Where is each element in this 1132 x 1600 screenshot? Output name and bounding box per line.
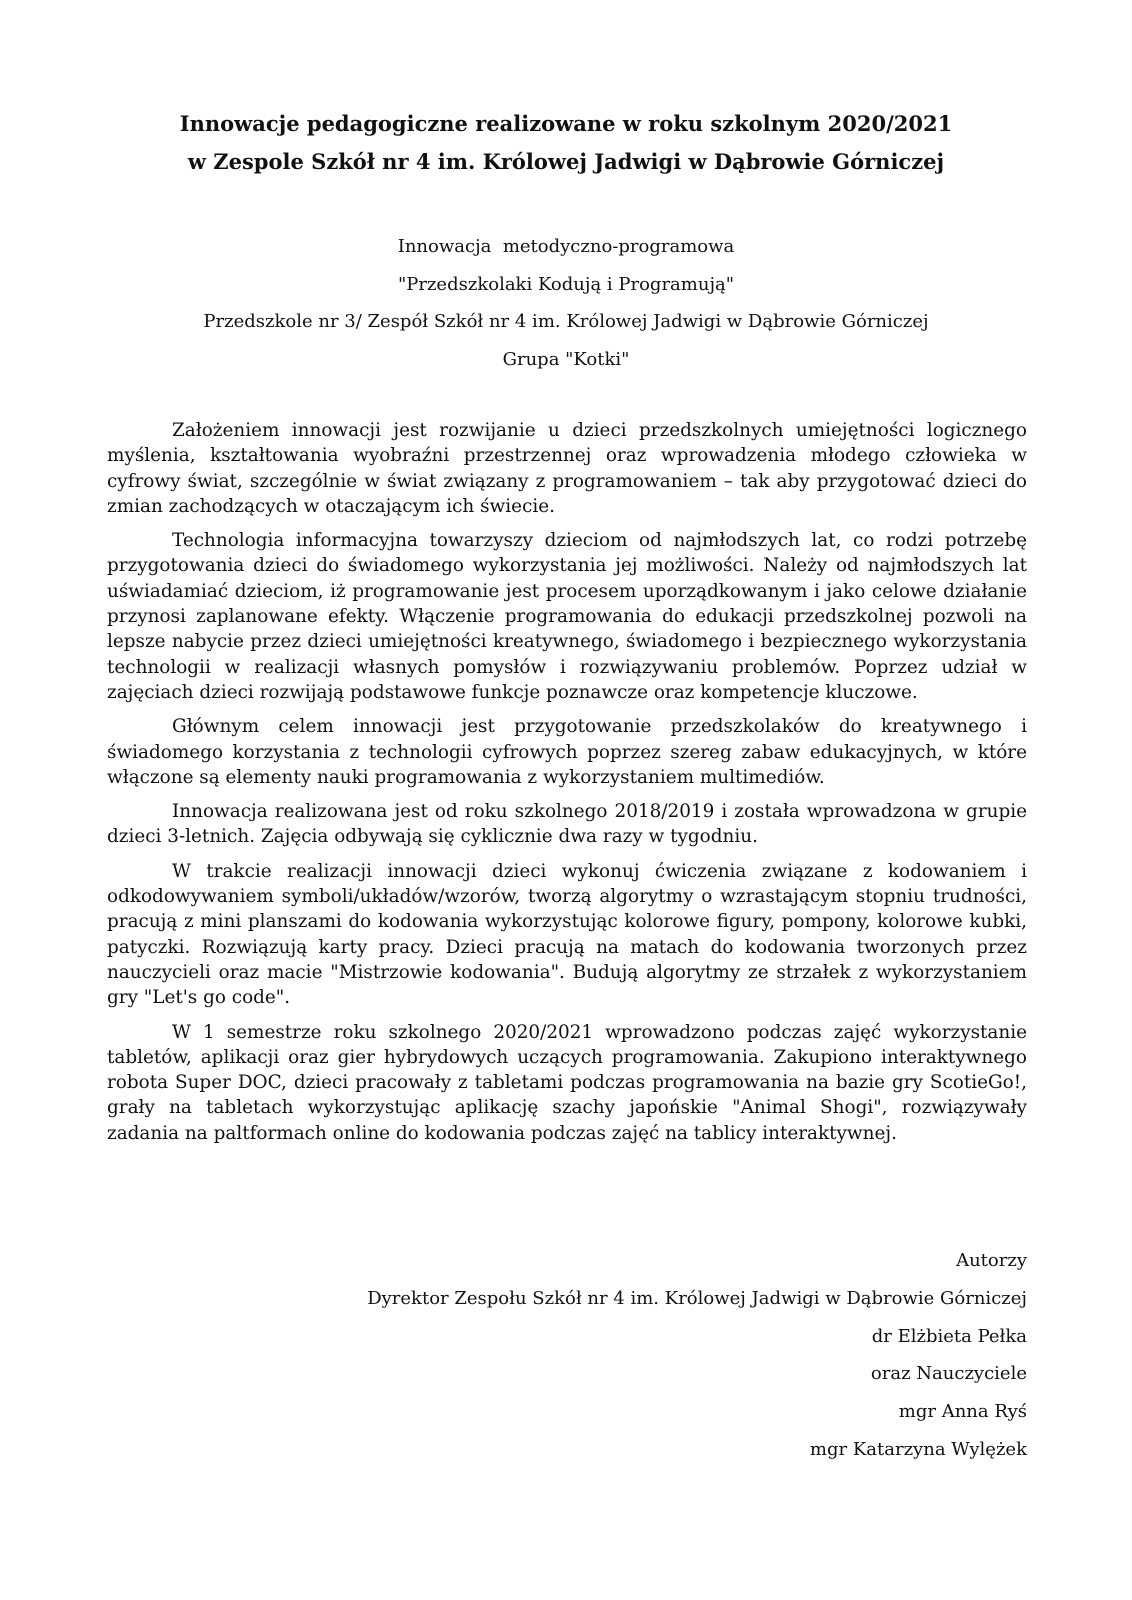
teachers-heading: oraz Nauczyciele <box>870 1363 1027 1385</box>
director-name: dr Elżbieta Pełka <box>871 1325 1027 1347</box>
title-line-1: Innowacje pedagogiczne realizowane w roku szkolnym 2020/2021 <box>179 111 953 136</box>
director-role: Dyrektor Zespołu Szkół nr 4 im. Królowej Jadwigi w Dąbrowie Górniczej <box>367 1287 1027 1309</box>
institution-name: Przedszkole nr 3/ Zespół Szkół nr 4 im. Królowej Jadwigi w Dąbrowie Górniczej <box>203 311 929 332</box>
document-body <box>107 418 1027 1155</box>
innovation-header <box>100 228 1032 378</box>
signature-heading: Autorzy <box>956 1250 1027 1271</box>
paragraph-2: Technologia informacyjna towarzyszy dzieciom od najmłodszych lat, co rodzi potrzebę przygotowania dzieci do świadomego wykorzystania jej możliwości. Należy od najmłodszych lat uświadamiać dzieciom, iż programowanie jest procesem uporządkowanym i jako celowe działanie przynosi zaplanowane efekty. Włączenie programowania do edukacji przedszkolnej pozwoli na lepsze nabycie przez dzieci umiejętności kreatywnego, świadomego i bezpiecznego wykorzystania technologii w realizacji własnych pomysłów i rozwiązywaniu problemów. Poprzez udział w zajęciach dzieci rozwijają podstawowe funkcje poznawcze oraz kompetencje kluczowe. <box>107 530 1027 703</box>
title-line-2: w Zespole Szkół nr 4 im. Królowej Jadwigi w Dąbrowie Górniczej <box>187 149 945 174</box>
group-name: Grupa "Kotki" <box>502 348 630 370</box>
document-title <box>100 105 1032 181</box>
teacher-name-2: mgr Katarzyna Wylężek <box>809 1438 1027 1460</box>
signature-block <box>367 1242 1027 1469</box>
paragraph-5: W trakcie realizacji innowacji dzieci wykonuj ćwiczenia związane z kodowaniem i odkodowywaniem symboli/układów/wzorów, tworzą algorytmy o wzrastającym stopniu trudności, pracują z mini planszami do kodowania wykorzystując kolorowe figury, pompony, kolorowe kubki, patyczki. Rozwiązują karty pracy. Dzieci pracują na matach do kodowania tworzonych przez nauczycieli oraz macie "Mistrzowie kodowania". Budują algorytmy ze strzałek z wykorzystaniem gry "Let's go code". <box>107 860 1027 1009</box>
paragraph-6: W 1 semestrze roku szkolnego 2020/2021 wprowadzono podczas zajęć wykorzystanie tabletów, aplikacji oraz gier hybrydowych uczących programowania. Zakupiono interaktywnego robota Super DOC, dzieci pracowały z tabletami podczas programowania na bazie gry ScotieGo!, grały na tabletach wykorzystując aplikację szachy japońskie "Animal Shogi", rozwiązywały zadania na paltformach online do kodowania podczas zajęć na tablicy interaktywnej. <box>107 1021 1027 1144</box>
paragraph-1: Założeniem innowacji jest rozwijanie u dzieci przedszkolnych umiejętności logicznego myślenia, kształtowania wyobraźni przestrzennej oraz wprowadzenia młodego człowieka w cyfrowy świat, szczególnie w świat związany z programowaniem – tak aby przygotować dzieci do zmian zachodzących w otaczającym ich świecie. <box>107 420 1027 517</box>
teacher-name-1: mgr Anna Ryś <box>898 1401 1027 1423</box>
paragraph-3: Głównym celem innowacji jest przygotowanie przedszkolaków do kreatywnego i świadomego korzystania z technologii cyfrowych poprzez szereg zabaw edukacyjnych, w które włączone są elementy nauki programowania z wykorzystaniem multimediów. <box>107 716 1027 788</box>
innovation-type: Innowacja metodyczno-programowa <box>397 236 735 257</box>
innovation-name: "Przedszkolaki Kodują i Programują" <box>397 273 735 295</box>
paragraph-4: Innowacja realizowana jest od roku szkolnego 2018/2019 i została wprowadzona w grupie dzieci 3-letnich. Zajęcia odbywają się cyklicznie dwa razy w tygodniu. <box>107 801 1027 848</box>
